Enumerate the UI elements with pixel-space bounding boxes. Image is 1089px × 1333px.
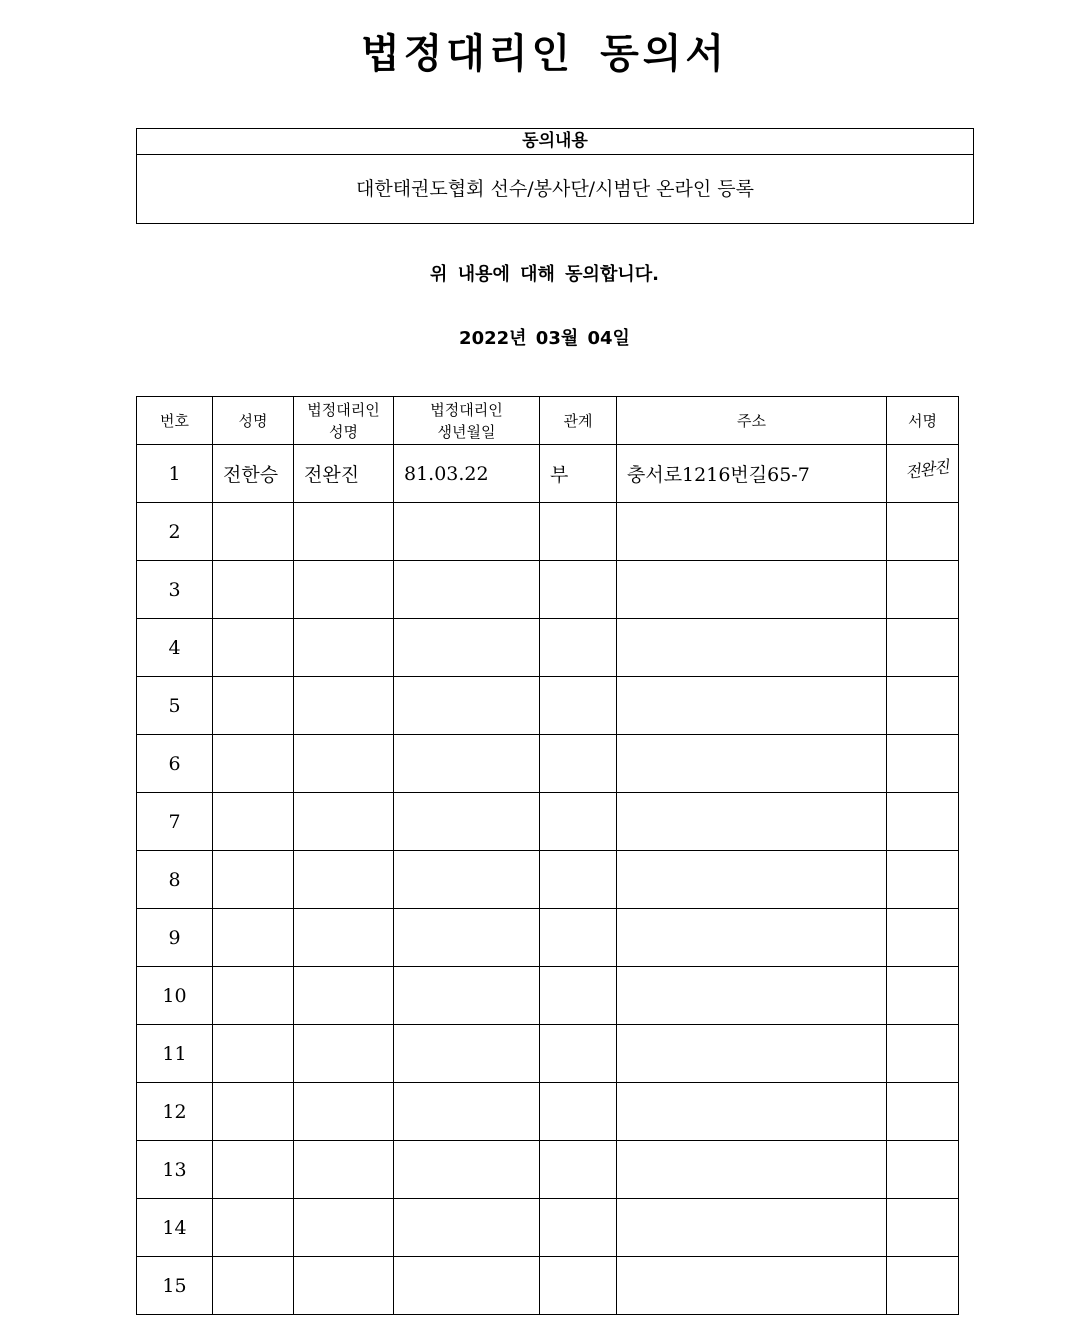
row-guardian-birth-cell xyxy=(394,793,540,851)
row-address-cell xyxy=(617,561,887,619)
row-signature-cell xyxy=(887,1257,959,1315)
row-signature-cell xyxy=(887,503,959,561)
row-guardian-birth-cell xyxy=(394,503,540,561)
row-number-cell: 5 xyxy=(137,677,213,735)
row-number-cell: 9 xyxy=(137,909,213,967)
consent-header: 동의내용 xyxy=(137,129,973,155)
row-name-cell xyxy=(213,503,294,561)
row-name-cell xyxy=(213,735,294,793)
row-signature-cell xyxy=(887,1141,959,1199)
row-relation-cell: 부 xyxy=(540,445,617,503)
row-name-cell xyxy=(213,1141,294,1199)
row-guardian-name-cell xyxy=(294,619,394,677)
row-relation-cell xyxy=(540,1025,617,1083)
row-signature-cell xyxy=(887,1083,959,1141)
row-signature-cell xyxy=(887,851,959,909)
row-guardian-name-cell xyxy=(294,851,394,909)
row-relation-cell xyxy=(540,793,617,851)
table-body xyxy=(137,445,959,1315)
row-relation-cell xyxy=(540,1257,617,1315)
row-relation-cell xyxy=(540,851,617,909)
row-name-cell xyxy=(213,1083,294,1141)
row-number-cell: 6 xyxy=(137,735,213,793)
row-number-cell: 2 xyxy=(137,503,213,561)
row-guardian-birth-cell xyxy=(394,1083,540,1141)
row-guardian-birth-cell xyxy=(394,1199,540,1257)
header-number: 번호 xyxy=(137,397,213,445)
table-row xyxy=(137,793,959,851)
row-guardian-name-cell xyxy=(294,561,394,619)
row-guardian-name-cell xyxy=(294,503,394,561)
consent-date: 2022년 03월 04일 xyxy=(459,328,630,349)
row-guardian-birth-cell xyxy=(394,561,540,619)
table-row xyxy=(137,1083,959,1141)
row-guardian-name-cell xyxy=(294,1083,394,1141)
handwritten-signature: 전완진 xyxy=(904,457,950,482)
row-guardian-name-cell xyxy=(294,1025,394,1083)
row-guardian-birth-cell xyxy=(394,909,540,967)
row-signature-cell xyxy=(887,1025,959,1083)
row-signature-cell xyxy=(887,445,959,503)
row-guardian-name-cell: 전완진 xyxy=(294,445,394,503)
row-number-cell: 10 xyxy=(137,967,213,1025)
header-guardian-name-line1: 법정대리인 xyxy=(307,400,380,419)
row-relation-cell xyxy=(540,967,617,1025)
row-signature-cell xyxy=(887,677,959,735)
row-signature-cell xyxy=(887,619,959,677)
row-relation-cell xyxy=(540,1083,617,1141)
table-row xyxy=(137,1025,959,1083)
header-signature: 서명 xyxy=(887,397,959,445)
table-header-row xyxy=(137,397,959,445)
row-relation-cell xyxy=(540,503,617,561)
table-row xyxy=(137,1141,959,1199)
row-number-cell: 4 xyxy=(137,619,213,677)
header-address: 주소 xyxy=(617,397,887,445)
row-guardian-birth-cell xyxy=(394,677,540,735)
row-address-cell xyxy=(617,1257,887,1315)
row-address-cell xyxy=(617,1199,887,1257)
row-number-cell: 15 xyxy=(137,1257,213,1315)
row-guardian-birth-cell: 81.03.22 xyxy=(394,445,540,503)
row-address-cell xyxy=(617,909,887,967)
row-number-cell: 11 xyxy=(137,1025,213,1083)
row-address-cell xyxy=(617,851,887,909)
row-signature-cell xyxy=(887,967,959,1025)
row-guardian-birth-cell xyxy=(394,619,540,677)
row-relation-cell xyxy=(540,619,617,677)
row-address-cell xyxy=(617,677,887,735)
row-signature-cell xyxy=(887,909,959,967)
row-address-cell: 충서로1216번길65-7 xyxy=(617,445,887,503)
row-address-cell xyxy=(617,503,887,561)
row-guardian-name-cell xyxy=(294,1257,394,1315)
table-row xyxy=(137,1199,959,1257)
row-relation-cell xyxy=(540,735,617,793)
row-guardian-name-cell xyxy=(294,909,394,967)
row-signature-cell xyxy=(887,1199,959,1257)
header-name: 성명 xyxy=(213,397,294,445)
table-row xyxy=(137,967,959,1025)
row-number-cell: 3 xyxy=(137,561,213,619)
header-relation: 관계 xyxy=(540,397,617,445)
row-guardian-birth-cell xyxy=(394,851,540,909)
agreement-statement: 위 내용에 대해 동의합니다. xyxy=(430,264,659,285)
row-name-cell xyxy=(213,1257,294,1315)
row-name-cell xyxy=(213,677,294,735)
table-row xyxy=(137,735,959,793)
row-signature-cell xyxy=(887,735,959,793)
row-name-cell xyxy=(213,909,294,967)
row-signature-cell xyxy=(887,793,959,851)
row-address-cell xyxy=(617,619,887,677)
header-guardian-name-line2: 성명 xyxy=(329,422,358,441)
row-guardian-name-cell xyxy=(294,735,394,793)
header-guardian-birth xyxy=(394,397,540,445)
row-name-cell xyxy=(213,1199,294,1257)
row-guardian-name-cell xyxy=(294,1141,394,1199)
table-row xyxy=(137,677,959,735)
row-name-cell xyxy=(213,619,294,677)
header-guardian-name xyxy=(294,397,394,445)
row-guardian-birth-cell xyxy=(394,967,540,1025)
row-guardian-birth-cell xyxy=(394,1025,540,1083)
table-row xyxy=(137,445,959,503)
row-guardian-birth-cell xyxy=(394,735,540,793)
guardian-roster-table xyxy=(136,396,959,1315)
row-name-cell xyxy=(213,561,294,619)
row-number-cell: 1 xyxy=(137,445,213,503)
row-relation-cell xyxy=(540,561,617,619)
row-name-cell xyxy=(213,793,294,851)
row-guardian-name-cell xyxy=(294,967,394,1025)
header-guardian-birth-line2: 생년월일 xyxy=(437,422,496,441)
header-guardian-birth-line1: 법정대리인 xyxy=(430,400,503,419)
row-number-cell: 8 xyxy=(137,851,213,909)
row-name-cell xyxy=(213,967,294,1025)
row-address-cell xyxy=(617,793,887,851)
table-row xyxy=(137,1257,959,1315)
row-guardian-birth-cell xyxy=(394,1141,540,1199)
row-number-cell: 14 xyxy=(137,1199,213,1257)
row-guardian-birth-cell xyxy=(394,1257,540,1315)
document-title: 법정대리인 동의서 xyxy=(360,31,729,77)
row-relation-cell xyxy=(540,677,617,735)
table-row xyxy=(137,561,959,619)
consent-box xyxy=(136,128,974,224)
row-guardian-name-cell xyxy=(294,793,394,851)
table-row xyxy=(137,851,959,909)
row-name-cell xyxy=(213,851,294,909)
row-relation-cell xyxy=(540,909,617,967)
row-address-cell xyxy=(617,967,887,1025)
row-guardian-name-cell xyxy=(294,677,394,735)
row-guardian-name-cell xyxy=(294,1199,394,1257)
table-row xyxy=(137,909,959,967)
table-row xyxy=(137,503,959,561)
row-number-cell: 13 xyxy=(137,1141,213,1199)
row-address-cell xyxy=(617,1083,887,1141)
row-name-cell xyxy=(213,1025,294,1083)
row-name-cell: 전한승 xyxy=(213,445,294,503)
row-number-cell: 7 xyxy=(137,793,213,851)
row-address-cell xyxy=(617,735,887,793)
row-number-cell: 12 xyxy=(137,1083,213,1141)
consent-content: 대한태권도협회 선수/봉사단/시범단 온라인 등록 xyxy=(355,178,754,200)
row-relation-cell xyxy=(540,1141,617,1199)
table-row xyxy=(137,619,959,677)
row-signature-cell xyxy=(887,561,959,619)
row-address-cell xyxy=(617,1141,887,1199)
row-relation-cell xyxy=(540,1199,617,1257)
row-address-cell xyxy=(617,1025,887,1083)
